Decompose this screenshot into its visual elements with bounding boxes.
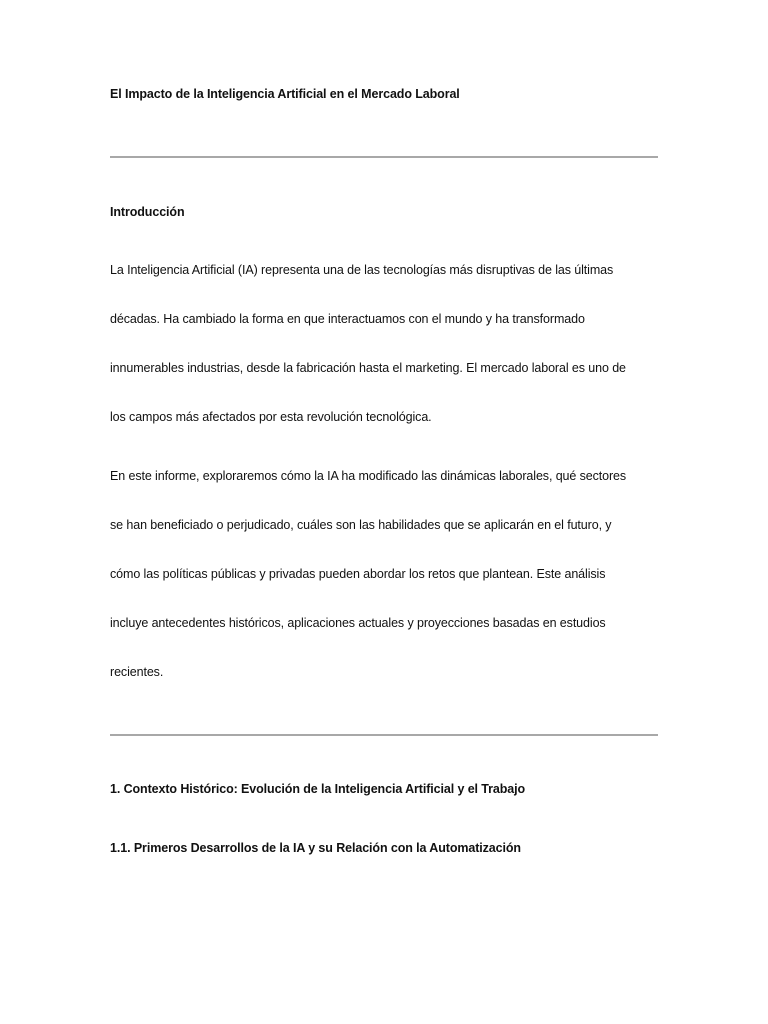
document-title: El Impacto de la Inteligencia Artificial en el Mercado Laboral <box>110 87 460 101</box>
paragraph-line: En este informe, exploraremos cómo la IA ha modificado las dinámicas laborales, qué sectores <box>110 469 627 483</box>
section-heading: 1. Contexto Histórico: Evolución de la Inteligencia Artificial y el Trabajo <box>110 782 526 796</box>
horizontal-rule <box>110 156 658 158</box>
paragraph-line: décadas. Ha cambiado la forma en que interactuamos con el mundo y ha transformado <box>110 312 585 326</box>
subsection-heading: 1.1. Primeros Desarrollos de la IA y su Relación con la Automatización <box>110 841 521 855</box>
paragraph-line: se han beneficiado o perjudicado, cuáles son las habilidades que se aplicarán en el futuro, y <box>110 518 612 532</box>
paragraph-line: recientes. <box>110 665 164 679</box>
horizontal-rule <box>110 734 658 736</box>
paragraph-line: cómo las políticas públicas y privadas pueden abordar los retos que plantean. Este análisis <box>110 567 606 581</box>
paragraph-line: La Inteligencia Artificial (IA) representa una de las tecnologías más disruptivas de las últimas <box>110 263 614 277</box>
paragraph-line: innumerables industrias, desde la fabricación hasta el marketing. El mercado laboral es uno de <box>110 361 626 375</box>
intro-heading: Introducción <box>110 205 185 219</box>
paragraph-line: los campos más afectados por esta revolución tecnológica. <box>110 410 432 424</box>
paragraph-line: incluye antecedentes históricos, aplicaciones actuales y proyecciones basadas en estudios <box>110 616 606 630</box>
